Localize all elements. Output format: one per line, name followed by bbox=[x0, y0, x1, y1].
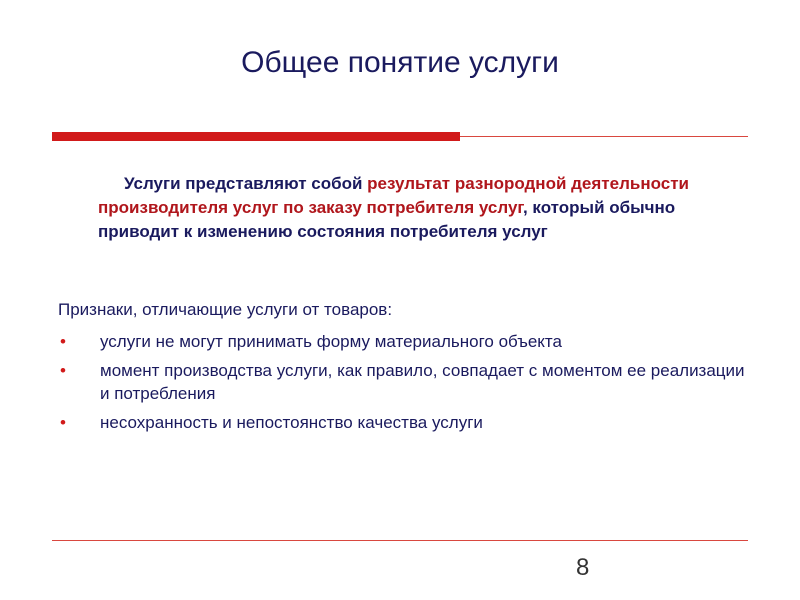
slide-title: Общее понятие услуги bbox=[241, 46, 559, 79]
list-item bbox=[58, 330, 748, 353]
bullet-icon: • bbox=[60, 332, 66, 351]
title-divider-thick bbox=[52, 132, 460, 141]
definition-text-end: , который обычно приводит к изменению состояния потребителя услуг bbox=[98, 198, 676, 241]
list-item-text: момент производства услуги, как правило, совпадает с моментом ее реализации и потребления bbox=[100, 361, 745, 403]
features-intro: Признаки, отличающие услуги от товаров: bbox=[58, 300, 393, 319]
list-item-text: услуги не могут принимать форму материального объекта bbox=[100, 332, 562, 351]
definition-text-start: Услуги представляют собой bbox=[124, 174, 368, 193]
features-list bbox=[58, 330, 748, 440]
list-item bbox=[58, 359, 748, 405]
definition-highlight: результат разнородной деятельности производителя услуг по заказу потребителя услуг bbox=[98, 174, 689, 217]
bullet-icon: • bbox=[60, 413, 66, 432]
bullet-icon: • bbox=[60, 361, 66, 380]
list-item bbox=[58, 411, 748, 434]
list-item-text: несохранность и непостоянство качества услуги bbox=[100, 413, 483, 432]
definition-paragraph bbox=[98, 172, 738, 244]
footer-divider bbox=[52, 540, 748, 541]
page-number: 8 bbox=[576, 554, 590, 581]
